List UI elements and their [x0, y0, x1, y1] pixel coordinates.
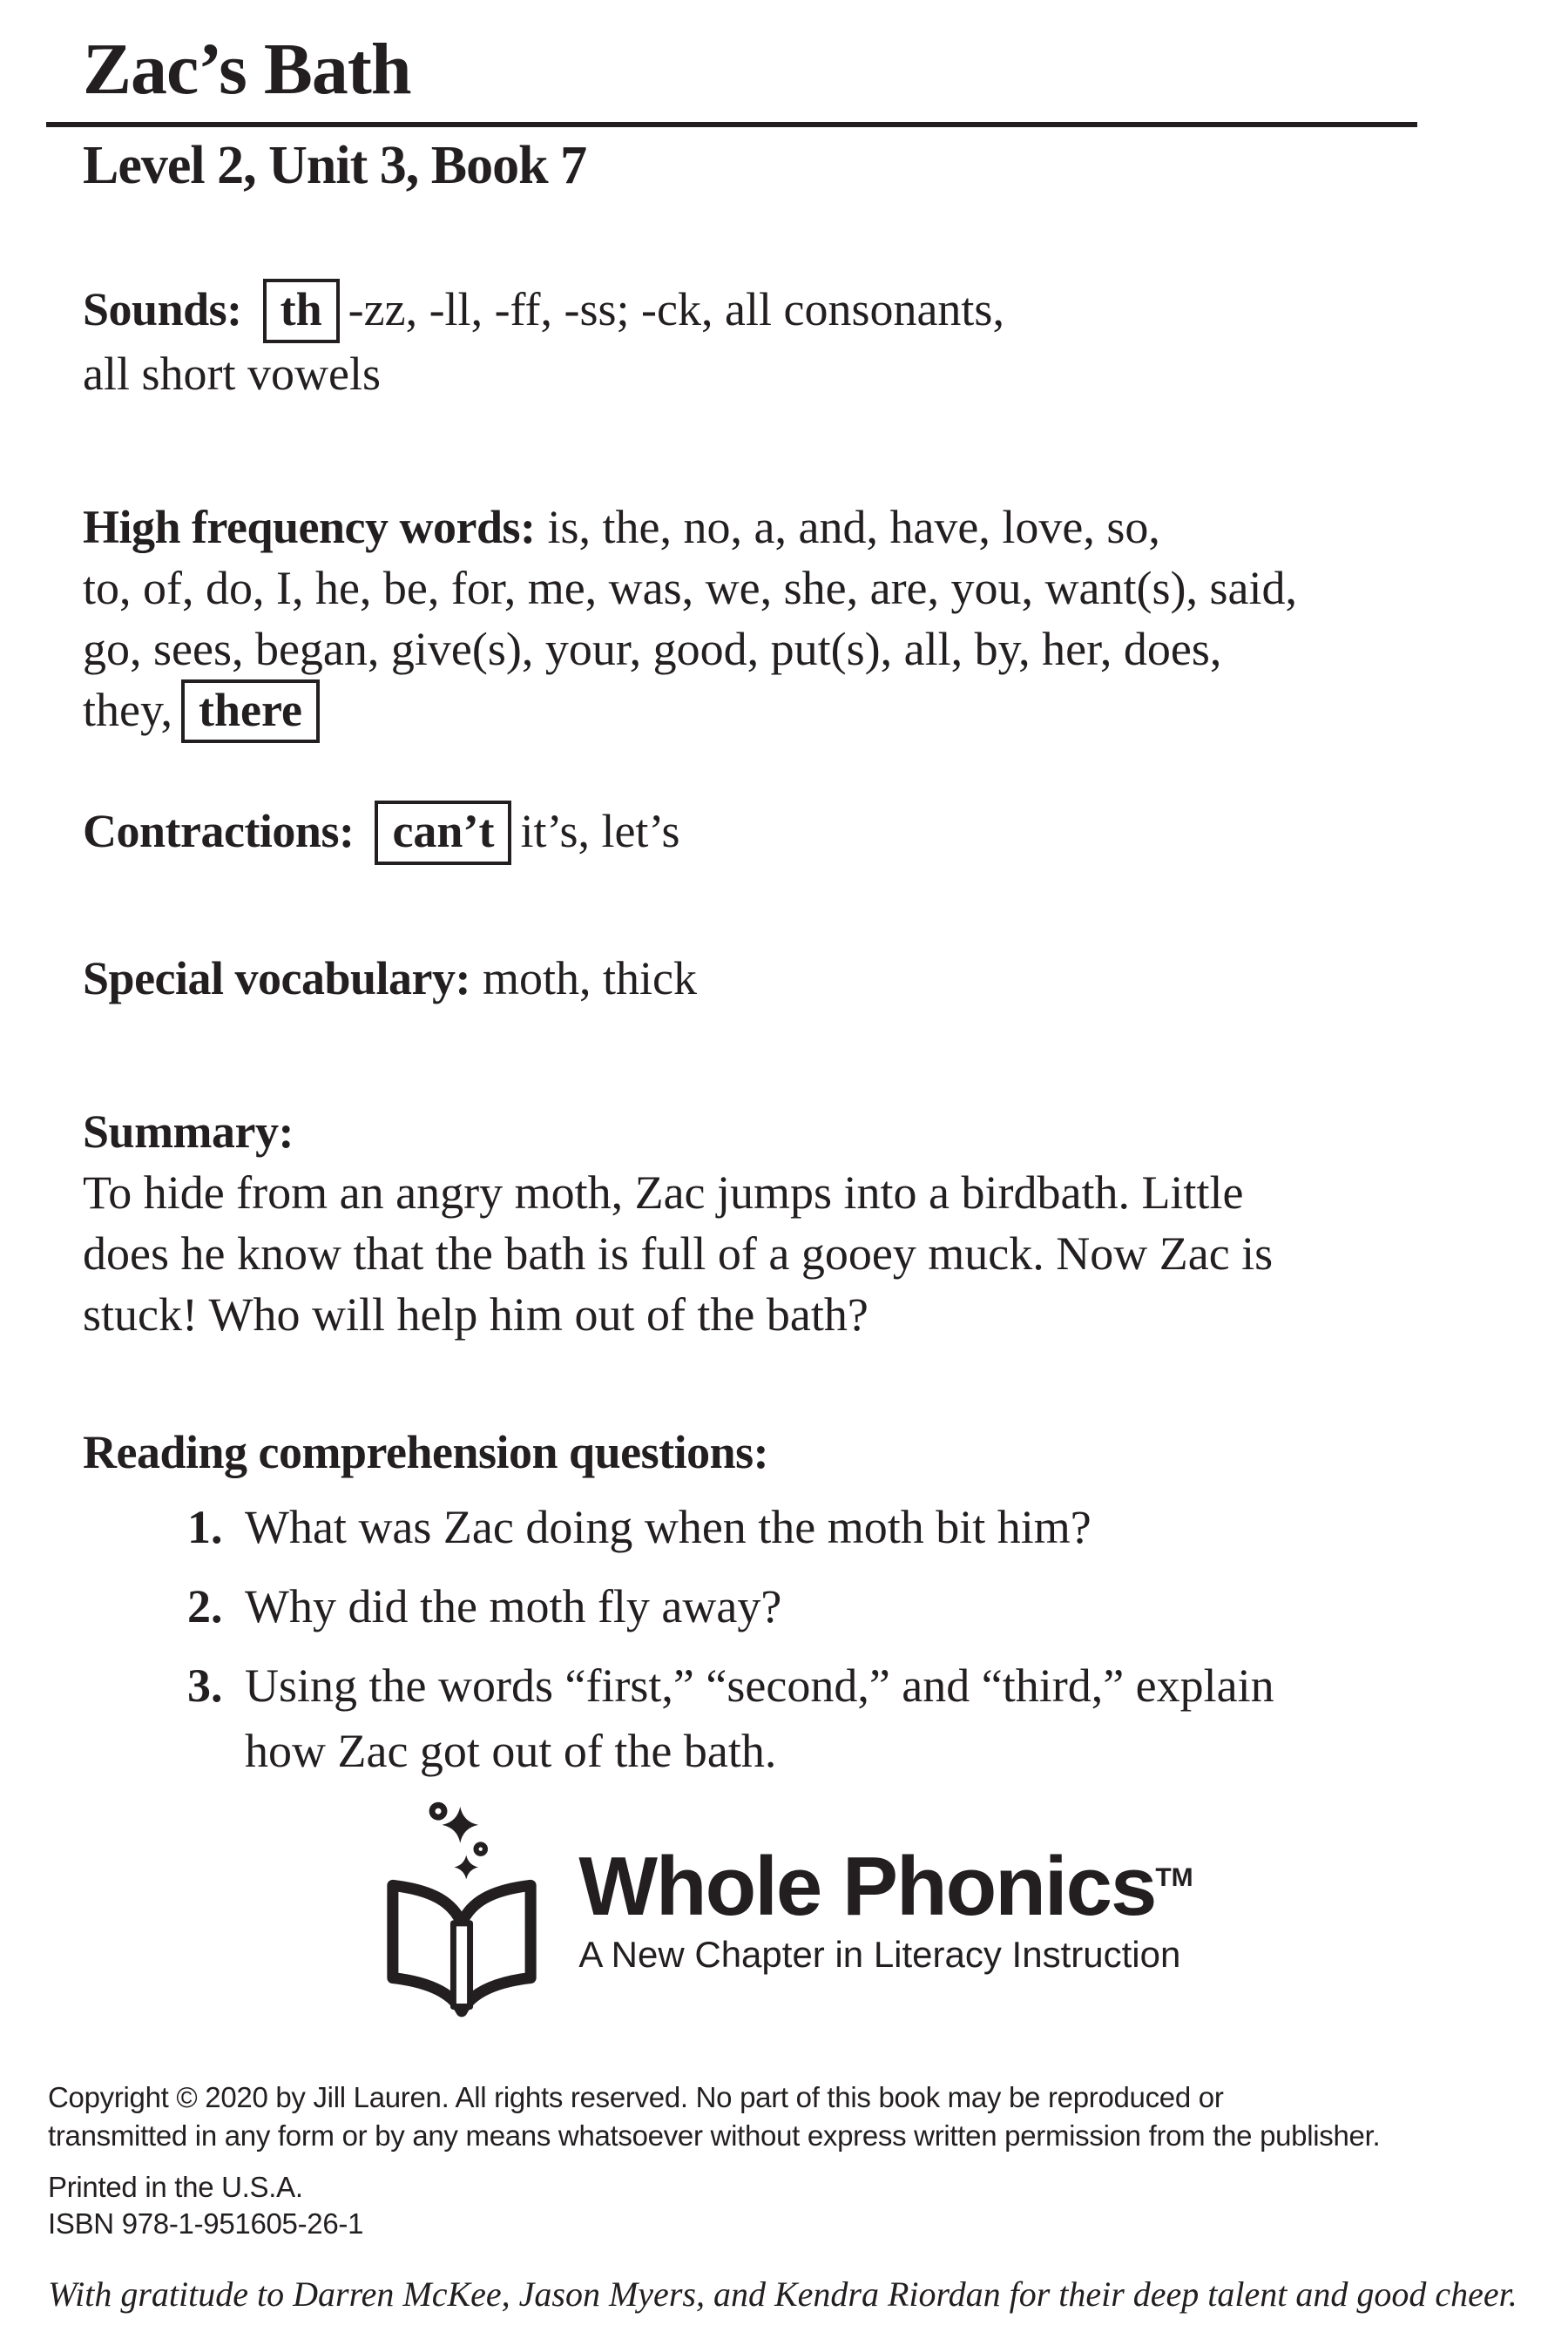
logo-text-block [578, 1835, 1193, 1976]
sounds-words: -zz, -ll, -ff, -ss; -ck, all consonants, [348, 283, 1004, 335]
logo-wordmark [578, 1835, 1193, 1934]
page-subtitle: Level 2, Unit 3, Book 7 [83, 136, 587, 195]
question-2-number: 2. [187, 1580, 223, 1633]
question-3-line-2: how Zac got out of the bath. [245, 1725, 777, 1778]
summary-line-1: To hide from an angry moth, Zac jumps into a birdbath. Little [83, 1166, 1244, 1220]
summary-section [83, 1101, 1485, 1345]
hfw-line-1 [83, 497, 1485, 558]
special-vocabulary-line [83, 948, 1485, 1009]
sounds-section [83, 279, 1485, 404]
question-3-text [245, 1653, 1274, 1784]
isbn: ISBN 978-1-951605-26-1 [48, 2207, 364, 2240]
high-frequency-words-section [83, 497, 1485, 744]
title-divider-rule [46, 122, 1417, 127]
hfw-words-1: is, the, no, a, and, have, love, so, [547, 500, 1160, 553]
printed-in: Printed in the U.S.A. [48, 2171, 303, 2204]
contractions-label: Contractions: [83, 805, 355, 858]
whole-phonics-logo [83, 1793, 1485, 2017]
contractions-line [83, 801, 1485, 865]
page-header [83, 31, 1485, 195]
page-title: Zac’s Bath [83, 29, 411, 110]
question-list [83, 1495, 1485, 1784]
hfw-line-2: to, of, do, I, he, be, for, me, was, we, she, are, you, want(s), said, [83, 561, 1297, 614]
copyright-line-2: transmitted in any form or by any means whatsoever without express written permission from the publisher. [48, 2119, 1381, 2153]
special-vocabulary-words: moth, thick [483, 952, 697, 1005]
sounds-line-2: all short vowels [83, 347, 381, 400]
hfw-line-3: go, sees, began, give(s), your, good, put(s), all, by, her, does, [83, 622, 1222, 675]
page-footer [48, 2078, 1517, 2315]
summary-line-3: stuck! Who will help him out of the bath? [83, 1288, 868, 1342]
copyright-notice [48, 2078, 1485, 2155]
logo-tagline: A New Chapter in Literacy Instruction [578, 1934, 1181, 1976]
open-book-sparkles-icon [375, 1793, 549, 2017]
printing-info [48, 2169, 1485, 2242]
question-1-text: What was Zac doing when the moth bit him? [245, 1501, 1092, 1554]
reading-comprehension-label: Reading comprehension questions: [83, 1426, 769, 1479]
question-3-line-1: Using the words “first,” “second,” and “third,” explain [245, 1659, 1274, 1713]
hfw-words-4: they, [83, 683, 172, 736]
question-1 [187, 1495, 1485, 1560]
gratitude-note: With gratitude to Darren McKee, Jason Myers, and Kendra Riordan for their deep talent and good cheer. [48, 2274, 1517, 2315]
hfw-label: High frequency words: [83, 500, 536, 553]
copyright-line-1: Copyright © 2020 by Jill Lauren. All rights reserved. No part of this book may be reproduced or [48, 2081, 1224, 2114]
special-vocabulary-label: Special vocabulary: [83, 952, 470, 1005]
contractions-section [83, 801, 1485, 865]
reading-comprehension-section [83, 1422, 1485, 1784]
question-1-number: 1. [187, 1501, 223, 1554]
question-2 [187, 1574, 1485, 1639]
sounds-line-1 [83, 279, 1485, 343]
question-2-text: Why did the moth fly away? [245, 1580, 782, 1633]
question-3 [187, 1653, 1485, 1784]
trademark-symbol: TM [1155, 1863, 1193, 1893]
contractions-words: it’s, let’s [520, 805, 680, 858]
hfw-line-4 [83, 679, 1485, 744]
contractions-boxed-word: can’t [375, 801, 511, 865]
question-3-number: 3. [187, 1659, 223, 1713]
sounds-label: Sounds: [83, 283, 242, 335]
logo-wordmark-text: Whole Phonics [578, 1840, 1156, 1934]
summary-label: Summary: [83, 1105, 294, 1159]
hfw-boxed-word: there [181, 679, 320, 744]
special-vocabulary-section [83, 948, 1485, 1009]
sounds-boxed-word: th [263, 279, 340, 343]
summary-line-2: does he know that the bath is full of a gooey muck. Now Zac is [83, 1227, 1274, 1281]
